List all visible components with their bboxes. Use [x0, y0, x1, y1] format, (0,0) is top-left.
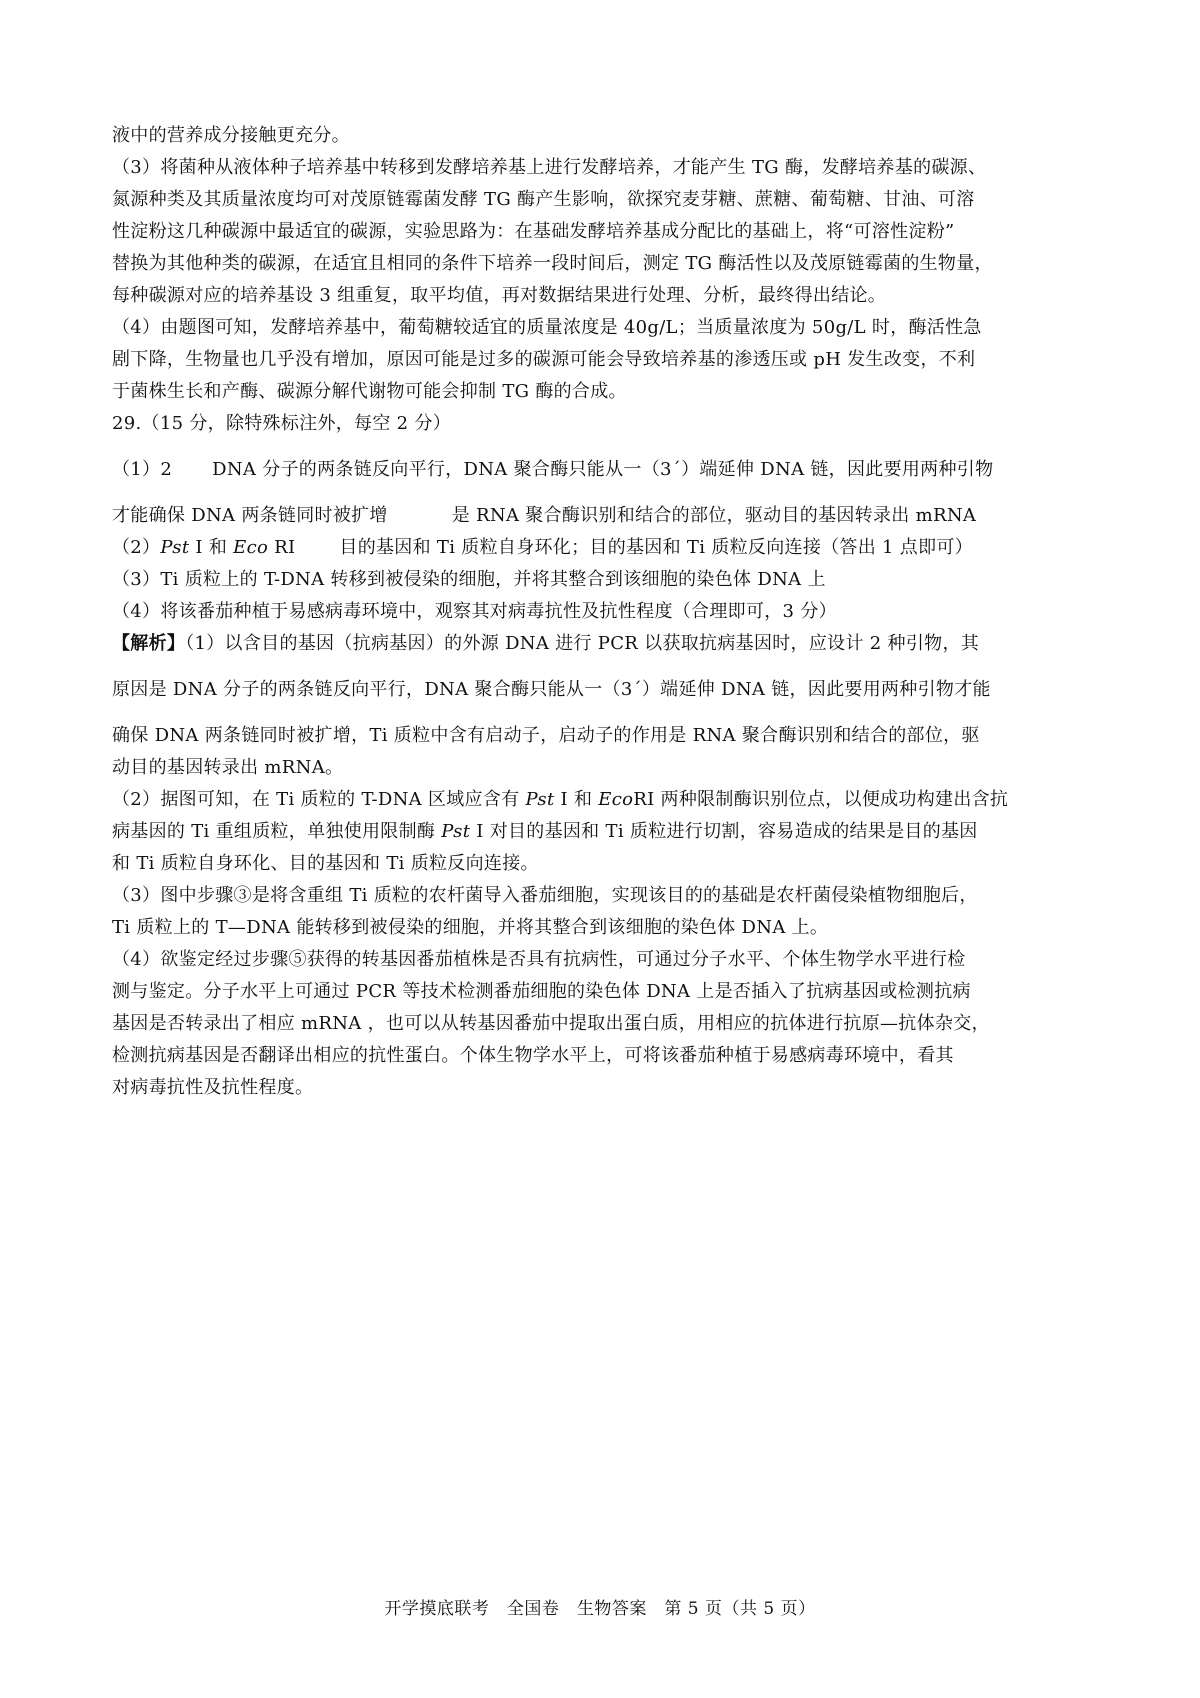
analysis-4-line-1: （4）欲鉴定经过步骤⑤获得的转基因番茄植株是否具有抗病性，可通过分子水平、个体生物学水平进行检: [112, 949, 966, 970]
answer-1-promoter: 是 RNA 聚合酶识别和结合的部位，驱动目的基因转录出 mRNA: [451, 505, 977, 526]
analysis-text: 病基因的 Ti 重组质粒，单独使用限制酶: [112, 821, 442, 842]
analysis-text: （2）据图可知，在 Ti 质粒的 T-DNA 区域应含有: [112, 789, 526, 810]
conjunction: I 和: [554, 789, 599, 810]
analysis-1-line-2: 原因是 DNA 分子的两条链反向平行，DNA 聚合酶只能从一（3´）端延伸 DNA 链，因此要用两种引物才能: [112, 679, 991, 700]
analysis-2-line-2: [112, 820, 1100, 844]
analysis-3-line-1: （3）图中步骤③是将含重组 Ti 质粒的农杆菌导入番茄细胞，实现该目的的基础是农杆菌侵染植物细胞后，: [112, 885, 978, 906]
page-content: [112, 124, 1100, 1100]
enzyme-pst: Pst: [525, 789, 555, 810]
analysis-4-line-2: 测与鉴定。分子水平上可通过 PCR 等技术检测番茄细胞的染色体 DNA 上是否插入了抗病基因或检测抗病: [112, 981, 971, 1002]
answer-1-reason: DNA 分子的两条链反向平行，DNA 聚合酶只能从一（3´）端延伸 DNA 链，因此要用两种引物: [212, 459, 994, 480]
question-29-header: 29.（15 分，除特殊标注外，每空 2 分）: [112, 413, 452, 434]
enzyme-eco: Eco: [233, 537, 269, 558]
text-line: 液中的营养成分接触更充分。: [112, 125, 350, 146]
enzyme-pst: Pst: [441, 821, 471, 842]
analysis-4-line-3: 基因是否转录出了相应 mRNA ，也可以从转基因番茄中提取出蛋白质，用相应的抗体进行抗原—抗体杂交，: [112, 1013, 990, 1034]
analysis-1-line-4: 动目的基因转录出 mRNA。: [112, 757, 344, 778]
analysis-label: 【解析】: [112, 633, 186, 654]
enzyme-suffix: RI: [268, 537, 296, 558]
answer-4-line: （4）将该番茄种植于易感病毒环境中，观察其对病毒抗性及抗性程度（合理即可，3 分）: [112, 601, 837, 622]
answer-2-label: （2）: [112, 537, 161, 558]
analysis-text: I 对目的基因和 Ti 质粒进行切割，容易造成的结果是目的基因: [470, 821, 978, 842]
analysis-1-line-3: 确保 DNA 两条链同时被扩增，Ti 质粒中含有启动子，启动子的作用是 RNA 聚合酶识别和结合的部位，驱: [112, 725, 980, 746]
analysis-4-line-4: 检测抗病基因是否翻译出相应的抗性蛋白。个体生物学水平上，可将该番茄种植于易感病毒环境中，看其: [112, 1045, 954, 1066]
answer-1-line-1: [112, 458, 1100, 482]
text-line: 氮源种类及其质量浓度均可对茂原链霉菌发酵 TG 酶产生影响，欲探究麦芽糖、蔗糖、葡萄糖、甘油、可溶: [112, 189, 975, 210]
analysis-2-line-1: [112, 788, 1100, 812]
text-line: 于菌株生长和产酶、碳源分解代谢物可能会抑制 TG 酶的合成。: [112, 381, 627, 402]
analysis-4-line-5: 对病毒抗性及抗性程度。: [112, 1077, 314, 1098]
analysis-1-line-1: [112, 632, 1100, 656]
answer-1-reason-end: 才能确保 DNA 两条链同时被扩增: [112, 505, 388, 526]
enzyme-eco: Eco: [598, 789, 634, 810]
text-line: （4）由题图可知，发酵培养基中，葡萄糖较适宜的质量浓度是 40g/L；当质量浓度为 50g/L 时，酶活性急: [112, 317, 982, 338]
text-line: 替换为其他种类的碳源，在适宜且相同的条件下培养一段时间后，测定 TG 酶活性以及茂原链霉菌的生物量，: [112, 253, 993, 274]
page-footer: 开学摸底联考 全国卷 生物答案 第 5 页（共 5 页）: [384, 1599, 816, 1619]
answer-2-result: 目的基因和 Ti 质粒自身环化；目的基因和 Ti 质粒反向连接（答出 1 点即可）: [339, 537, 974, 558]
text-line: 剧下降，生物量也几乎没有增加，原因可能是过多的碳源可能会导致培养基的渗透压或 pH 发生改变，不利: [112, 349, 976, 370]
answer-1-number: （1）2: [112, 459, 173, 480]
text-line: （3）将菌种从液体种子培养基中转移到发酵培养基上进行发酵培养，才能产生 TG 酶，发酵培养基的碳源、: [112, 157, 987, 178]
analysis-text: （1）以含目的基因（抗病基因）的外源 DNA 进行 PCR 以获取抗病基因时，应设计 2 种引物，其: [185, 633, 980, 654]
text-line: 每种碳源对应的培养基设 3 组重复，取平均值，再对数据结果进行处理、分析，最终得出结论。: [112, 285, 887, 306]
answer-1-line-2: [112, 504, 1100, 528]
analysis-2-line-3: 和 Ti 质粒自身环化、目的基因和 Ti 质粒反向连接。: [112, 853, 539, 874]
answer-2-line: [112, 536, 1100, 560]
enzyme-pst: Pst: [160, 537, 190, 558]
conjunction: I 和: [189, 537, 234, 558]
analysis-3-line-2: Ti 质粒上的 T—DNA 能转移到被侵染的细胞，并将其整合到该细胞的染色体 DNA 上。: [112, 917, 829, 938]
analysis-text: RI 两种限制酶识别位点，以便成功构建出含抗: [633, 789, 1009, 810]
answer-3-line: （3）Ti 质粒上的 T-DNA 转移到被侵染的细胞，并将其整合到该细胞的染色体 DNA 上: [112, 569, 826, 590]
text-line: 性淀粉这几种碳源中最适宜的碳源，实验思路为：在基础发酵培养基成分配比的基础上，将“可溶性淀粉”: [112, 221, 955, 242]
